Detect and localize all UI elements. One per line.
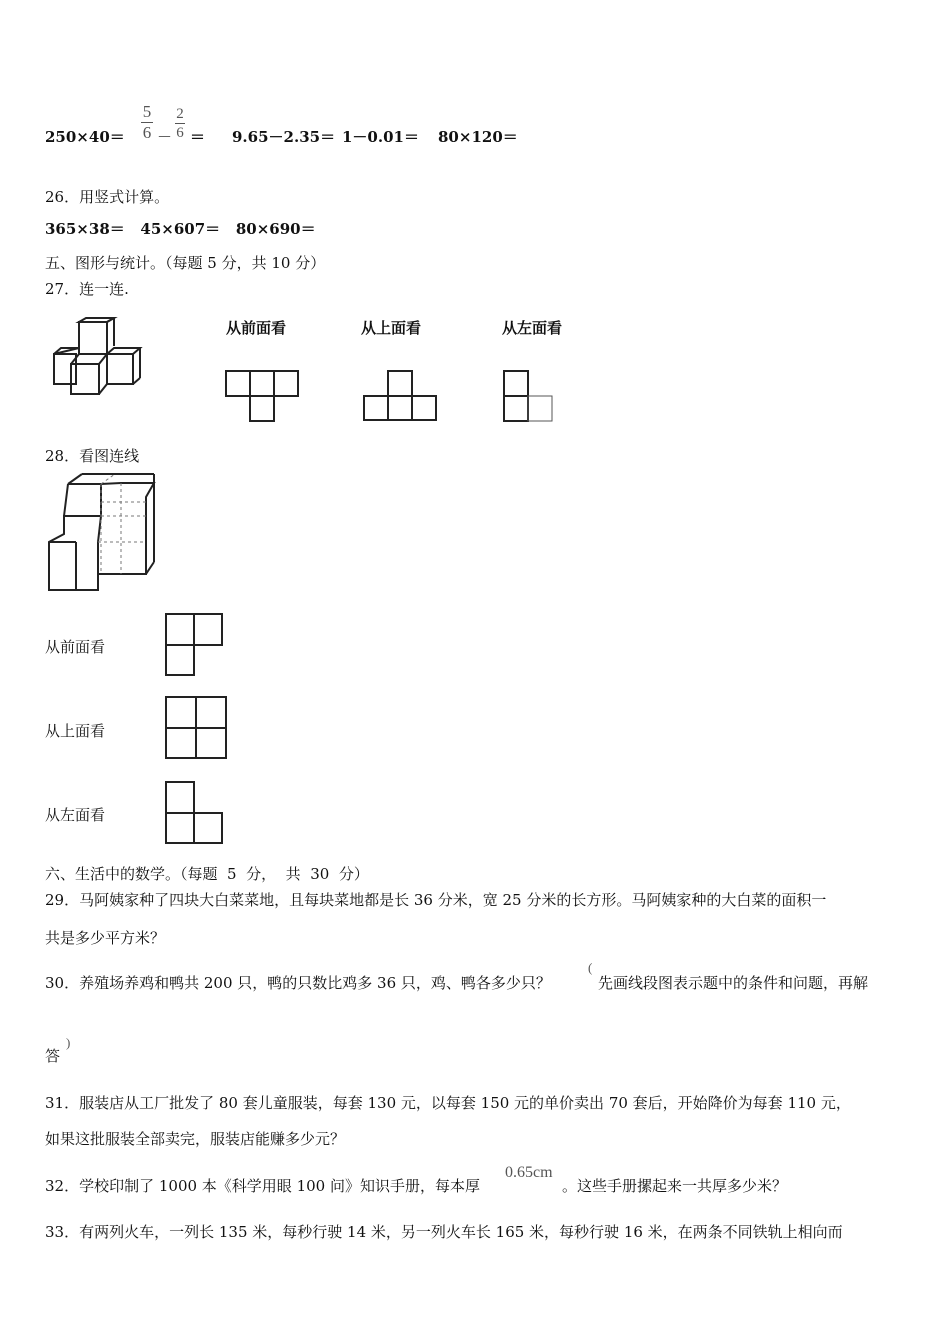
q33-line-1: 33．有两列火车，一列长 135 米，每秒行驶 14 米，另一列火车长 165 米，每秒行驶 16 米，在两条不同铁轨上相向而 [45, 1223, 843, 1241]
q30-line-1: 30．养殖场养鸡和鸭共 200 只，鸭的只数比鸡多 36 只，鸡、鸭各多少只？ [45, 974, 551, 992]
q27-label-top: 从上面看 [361, 319, 422, 337]
q25-fraction-1 [140, 102, 154, 143]
q27-title: 27．连一连. [45, 280, 129, 298]
fraction-numerator: 2 [176, 106, 184, 122]
q28-view-option-1 [164, 612, 226, 678]
q25-expr-5: 80×120＝ [438, 128, 518, 146]
q27-view-option-2 [363, 370, 443, 424]
fraction-denominator: 6 [176, 125, 184, 141]
section-6-heading: 六、生活中的数学。（每题 5 分， 共 30 分） [45, 865, 369, 883]
q31-line-2: 如果这批服装全部卖完，服装店能赚多少元？ [45, 1130, 346, 1148]
q30-line-2: 答 [45, 1047, 61, 1065]
q28-label-front: 从前面看 [45, 638, 106, 656]
q30-paren-close: ) [66, 1035, 71, 1050]
q27-label-front: 从前面看 [226, 319, 287, 337]
q26-title: 26．用竖式计算。 [45, 188, 170, 206]
q30-line-1b: 先画线段图表示题中的条件和问题，再解 [598, 974, 869, 992]
q28-title: 28．看图连线 [45, 447, 140, 465]
q28-view-option-3 [164, 780, 226, 846]
q28-view-option-2 [164, 695, 230, 761]
q29-line-2: 共是多少平方米？ [45, 929, 166, 947]
q32-thickness: 0.65cm [505, 1164, 553, 1181]
q25-minus: － [157, 128, 173, 146]
q32-text-2: 。这些手册摞起来一共厚多少米？ [562, 1177, 788, 1195]
q30-paren-open: ( [588, 960, 593, 975]
q29-line-1: 29．马阿姨家种了四块大白菜菜地，且每块菜地都是长 36 分米，宽 25 分米的长方形。马阿姨家种的大白菜的面积一 [45, 891, 827, 909]
q32-text-1: 32．学校印制了 1000 本《科学用眼 100 问》知识手册，每本厚 [45, 1177, 480, 1195]
q25-fraction-2 [174, 105, 186, 142]
q26-expressions: 365×38＝ 45×607＝ 80×690＝ [45, 220, 316, 238]
section-5-heading: 五、图形与统计。（每题 5 分，共 10 分） [45, 254, 326, 272]
q28-label-top: 从上面看 [45, 722, 106, 740]
q27-view-option-1 [225, 370, 305, 424]
q28-label-left: 从左面看 [45, 806, 106, 824]
q25-expr-3: 9.65－2.35＝ [232, 128, 336, 146]
q28-solid-figure [46, 478, 158, 596]
q27-solid-figure [48, 318, 148, 398]
fraction-denominator: 6 [142, 123, 152, 142]
q25-equals: ＝ [190, 128, 206, 146]
q25-expr-1: 250×40＝ [45, 128, 125, 146]
q27-view-option-3 [503, 370, 559, 424]
fraction-numerator: 5 [142, 102, 152, 121]
q31-line-1: 31．服装店从工厂批发了 80 套儿童服装，每套 130 元，以每套 150 元的单价卖出 70 套后，开始降价为每套 110 元， [45, 1094, 851, 1112]
q27-label-left: 从左面看 [502, 319, 563, 337]
q25-expr-4: 1－0.01＝ [342, 128, 419, 146]
